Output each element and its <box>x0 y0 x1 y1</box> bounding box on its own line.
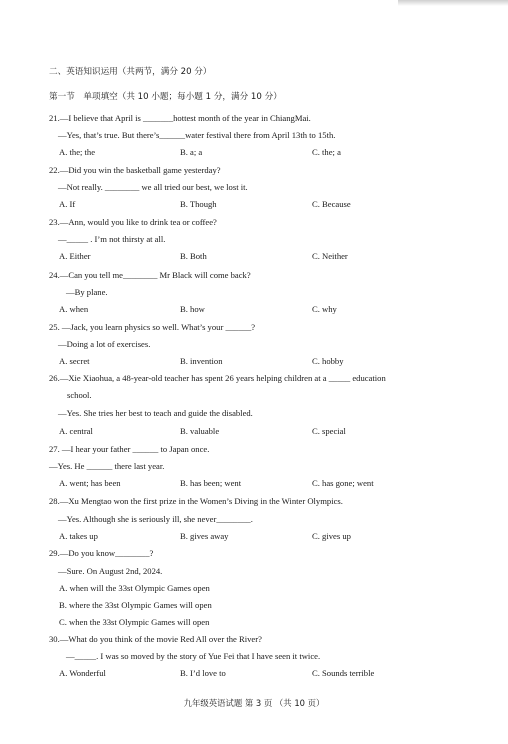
q23-stem: 23.—Ann, would you like to drink tea or coffee? <box>49 217 217 227</box>
q28-stem: 28.—Xu Mengtao won the first prize in the Women’s Diving in the Winter Olympics. <box>49 496 343 506</box>
q21-option-a: A. the; the <box>59 147 96 157</box>
q26-option-a: A. central <box>59 426 93 436</box>
q29-option-a: A. when will the 33st Olympic Games open <box>59 583 210 593</box>
q24-reply: —By plane. <box>66 287 108 297</box>
q24-stem: 24.—Can you tell me________ Mr Black will come back? <box>49 270 251 280</box>
q21-option-b: B. a; a <box>180 147 203 157</box>
part-title: 第一节 单项填空（共 10 小题；每小题 1 分，满分 10 分） <box>49 92 282 102</box>
q30-option-c: C. Sounds terrible <box>312 668 375 678</box>
q29-reply: —Sure. On August 2nd, 2024. <box>58 566 163 576</box>
q22-stem: 22.—Did you win the basketball game yesterday? <box>49 165 221 175</box>
q23-reply: —_____ . I’m not thirsty at all. <box>58 234 166 244</box>
q30-stem: 30.—What do you think of the movie Red All over the River? <box>49 634 262 644</box>
q29-stem: 29.—Do you know________? <box>49 548 154 558</box>
q26-option-c: C. special <box>312 426 346 436</box>
q22-option-c: C. Because <box>312 199 351 209</box>
q28-option-c: C. gives up <box>312 531 351 541</box>
q25-option-b: B. invention <box>180 356 223 366</box>
q23-option-a: A. Either <box>59 251 91 261</box>
q26-stem-cont: school. <box>67 390 92 400</box>
q28-reply: —Yes. Although she is seriously ill, she never________. <box>58 514 253 524</box>
q28-option-a: A. takes up <box>59 531 98 541</box>
q29-option-b: B. where the 33st Olympic Games will open <box>59 600 212 610</box>
q22-option-b: B. Though <box>180 199 217 209</box>
q23-option-c: C. Neither <box>312 251 348 261</box>
q25-stem: 25. —Jack, you learn physics so well. What’s your ______? <box>49 322 256 332</box>
q28-option-b: B. gives away <box>180 531 229 541</box>
q30-option-a: A. Wonderful <box>59 668 106 678</box>
q30-option-b: B. I’d love to <box>180 668 226 678</box>
q21-stem: 21.—I believe that April is _______hottest month of the year in ChiangMai. <box>49 113 311 123</box>
q22-reply: —Not really. ________ we all tried our best, we lost it. <box>58 182 248 192</box>
section-title: 二、英语知识运用（共两节，满分 20 分） <box>49 67 212 77</box>
q29-option-c: C. when the 33st Olympic Games will open <box>59 617 210 627</box>
q26-option-b: B. valuable <box>180 426 220 436</box>
page-footer: 九年级英语试题 第 3 页 （共 10 页） <box>183 698 325 708</box>
q21-reply: —Yes, that’s true. But there’s______water festival there from April 13th to 15th. <box>58 130 336 140</box>
scan-shadow <box>398 0 508 6</box>
q23-option-b: B. Both <box>180 251 207 261</box>
q24-option-a: A. when <box>59 304 89 314</box>
q21-option-c: C. the; a <box>312 147 341 157</box>
q27-stem: 27. —I hear your father ______ to Japan once. <box>49 444 210 454</box>
q27-reply: —Yes. He ______ there last year. <box>49 461 165 471</box>
q25-reply: —Doing a lot of exercises. <box>58 339 151 349</box>
q27-option-b: B. has been; went <box>180 478 242 488</box>
q26-reply: —Yes. She tries her best to teach and guide the disabled. <box>58 408 253 418</box>
q25-option-c: C. hobby <box>312 356 344 366</box>
q27-option-a: A. went; has been <box>59 478 121 488</box>
q24-option-c: C. why <box>312 304 337 314</box>
q22-option-a: A. If <box>59 199 76 209</box>
q27-option-c: C. has gone; went <box>312 478 374 488</box>
q24-option-b: B. how <box>180 304 205 314</box>
q25-option-a: A. secret <box>59 356 90 366</box>
q30-reply: —_____. I was so moved by the story of Yue Fei that I have seen it twice. <box>66 651 321 661</box>
q26-stem: 26.—Xie Xiaohua, a 48-year-old teacher has spent 26 years helping children at a _____ education <box>49 373 386 383</box>
